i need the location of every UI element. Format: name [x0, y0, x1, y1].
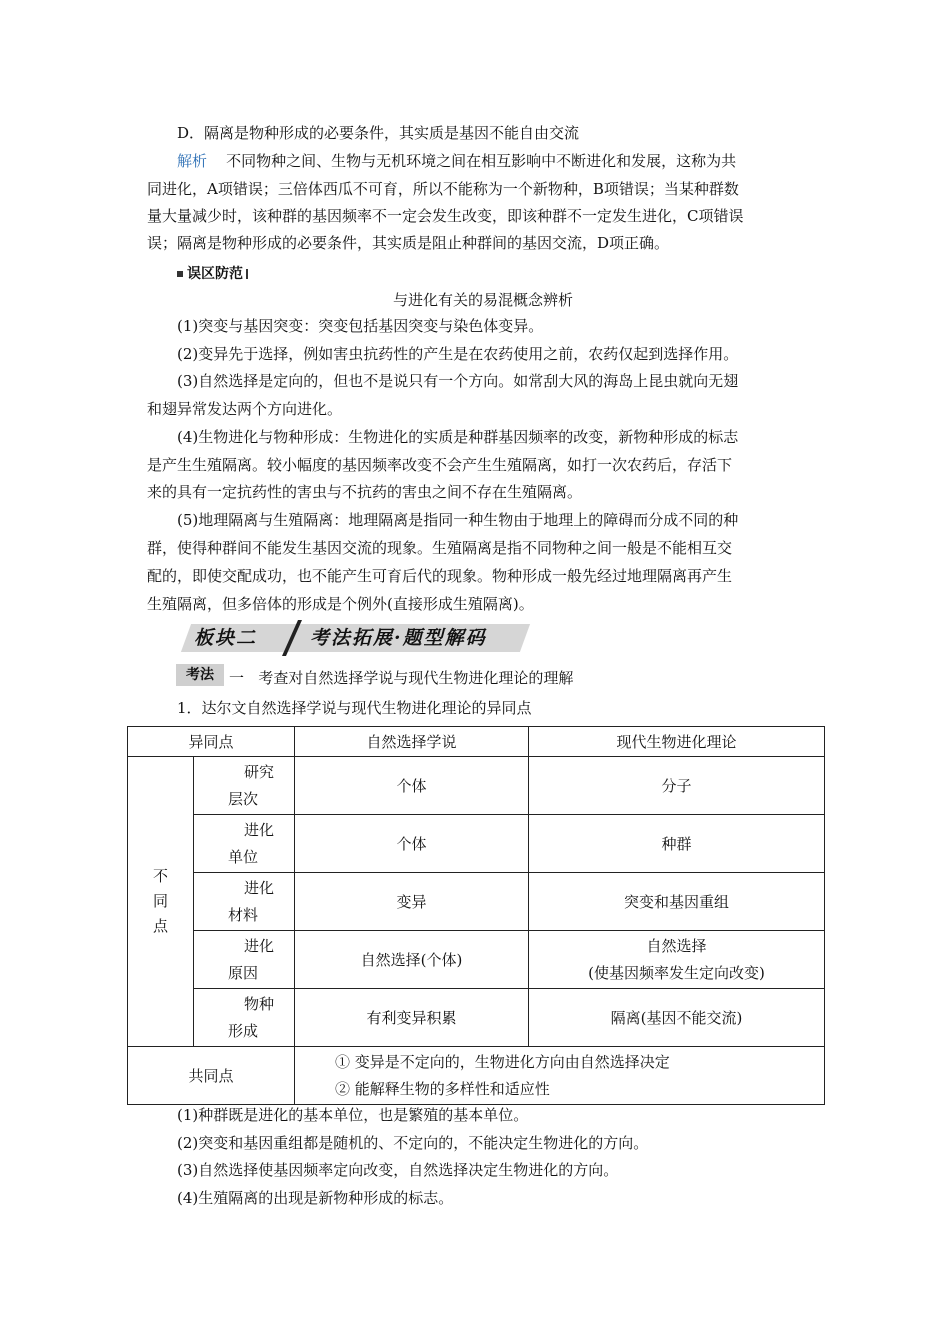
header-cell: 异同点	[128, 727, 295, 757]
wuqu-p3b: 和翅异常发达两个方向进化。	[147, 400, 343, 418]
aspect-cell	[194, 989, 295, 1047]
modern-cell: 分子	[529, 757, 825, 815]
wuqu-p3a: (3)自然选择是定向的，但也不是说只有一个方向。如常刮大风的海岛上昆虫就向无翅	[177, 372, 739, 390]
aspect-line-2: 原因	[228, 963, 259, 982]
darwin-cell: 变异	[295, 873, 529, 931]
wuqu-p2: (2)变异先于选择，例如害虫抗药性的产生是在农药使用之前，农药仅起到选择作用。	[177, 345, 739, 363]
wuqu-p5c: 配的，即使交配成功，也不能产生可育后代的现象。物种形成一般先经过地理隔离再产生	[147, 567, 733, 585]
aspect-cell	[194, 815, 295, 873]
modern-line-1: 自然选择	[646, 936, 707, 955]
wuqu-p5a: (5)地理隔离与生殖隔离：地理隔离是指同一种生物由于地理上的障碍而分成不同的种	[177, 511, 739, 529]
aspect-line-1: 物种	[244, 994, 275, 1013]
header-cell: 自然选择学说	[295, 727, 529, 757]
jiexi-line-1	[177, 151, 736, 171]
wuqu-p5d: 生殖隔离，但多倍体的形成是个例外(直接形成生殖隔离)。	[147, 595, 534, 613]
common-content-cell	[295, 1047, 825, 1105]
table-row	[128, 931, 825, 989]
aspect-line-2: 形成	[228, 1021, 259, 1040]
wuqu-p4a: (4)生物进化与物种形成：生物进化的实质是种群基因频率的改变，新物种形成的标志	[177, 428, 739, 446]
kaofa-subtitle: 1．达尔文自然选择学说与现代生物进化理论的异同点	[177, 699, 532, 717]
aspect-line-1: 进化	[244, 878, 275, 897]
jiexi-line-2: 同进化，A项错误；三倍体西瓜不可育，所以不能称为一个新物种，B项错误；当某种群数	[147, 180, 739, 198]
modern-cell: 种群	[529, 815, 825, 873]
common-line-2: ② 能解释生物的多样性和适应性	[335, 1079, 550, 1098]
wuqu-p5b: 群，使得种群间不能发生基因交流的现象。生殖隔离是指不同物种之间一般是不能相互交	[147, 539, 733, 557]
note-4: (4)生殖隔离的出现是新物种形成的标志。	[177, 1189, 454, 1207]
table-row	[128, 815, 825, 873]
diff-label-char: 点	[152, 917, 168, 935]
bar-icon	[246, 269, 248, 279]
header-cell: 现代生物进化理论	[529, 727, 825, 757]
darwin-cell: 自然选择(个体)	[295, 931, 529, 989]
note-3: (3)自然选择使基因频率定向改变，自然选择决定生物进化的方向。	[177, 1161, 619, 1179]
jiexi-label: 解析	[177, 152, 208, 170]
darwin-cell: 个体	[295, 815, 529, 873]
modern-line-2: (使基因频率发生定向改变)	[588, 963, 765, 982]
aspect-line-1: 进化	[244, 820, 275, 839]
wuqu-heading: 与进化有关的易混概念辨析	[393, 291, 574, 309]
wuqu-p4b: 是产生生殖隔离。较小幅度的基因频率改变不会产生生殖隔离，如打一次农药后，存活下	[147, 456, 733, 474]
wuqu-tag	[177, 263, 248, 283]
wuqu-p4c: 来的具有一定抗药性的害虫与不抗药的害虫之间不存在生殖隔离。	[147, 483, 583, 501]
jiexi-line-3: 量大量减少时，该种群的基因频率不一定会发生改变，即该种群不一定发生进化，C项错误	[147, 207, 744, 225]
modern-cell: 突变和基因重组	[529, 873, 825, 931]
aspect-line-2: 层次	[228, 789, 259, 808]
option-d: D．隔离是物种形成的必要条件，其实质是基因不能自由交流	[177, 124, 580, 142]
aspect-cell	[194, 931, 295, 989]
aspect-line-1: 进化	[244, 936, 275, 955]
kaofa-number: 一	[229, 669, 245, 687]
banner-title: 考法拓展·题型解码	[310, 627, 487, 649]
table-row	[128, 757, 825, 815]
comparison-table	[127, 726, 825, 1105]
diff-label-char: 同	[152, 892, 168, 910]
section-banner	[180, 620, 525, 656]
wuqu-tag-text: 误区防范	[187, 266, 243, 282]
kaofa-tag: 考法	[176, 664, 224, 686]
aspect-line-1: 研究	[244, 762, 275, 781]
wuqu-p1: (1)突变与基因突变：突变包括基因突变与染色体变异。	[177, 317, 544, 335]
square-bullet-icon	[177, 271, 183, 277]
jiexi-text-1: 不同物种之间、生物与无机环境之间在相互影响中不断进化和发展，这称为共	[226, 152, 737, 170]
jiexi-line-4: 误；隔离是物种形成的必要条件，其实质是阻止种群间的基因交流，D项正确。	[147, 234, 670, 252]
kaofa-heading	[229, 668, 573, 688]
table-row	[128, 989, 825, 1047]
diff-label-char: 不	[152, 867, 168, 885]
aspect-line-2: 材料	[228, 905, 259, 924]
darwin-cell: 有利变异积累	[295, 989, 529, 1047]
diff-label-cell	[128, 757, 194, 1047]
banner-section: 板块二	[194, 627, 258, 649]
aspect-cell	[194, 873, 295, 931]
kaofa-title: 考查对自然选择学说与现代生物进化理论的理解	[258, 669, 574, 687]
note-2: (2)突变和基因重组都是随机的、不定向的，不能决定生物进化的方向。	[177, 1134, 649, 1152]
table-common-row	[128, 1047, 825, 1105]
aspect-line-2: 单位	[228, 847, 259, 866]
modern-cell	[529, 931, 825, 989]
common-line-1: ① 变异是不定向的，生物进化方向由自然选择决定	[335, 1052, 670, 1071]
modern-cell: 隔离(基因不能交流)	[529, 989, 825, 1047]
table-header-row	[128, 727, 825, 757]
table-row	[128, 873, 825, 931]
aspect-cell	[194, 757, 295, 815]
darwin-cell: 个体	[295, 757, 529, 815]
common-label-cell: 共同点	[128, 1047, 295, 1105]
note-1: (1)种群既是进化的基本单位，也是繁殖的基本单位。	[177, 1106, 529, 1124]
